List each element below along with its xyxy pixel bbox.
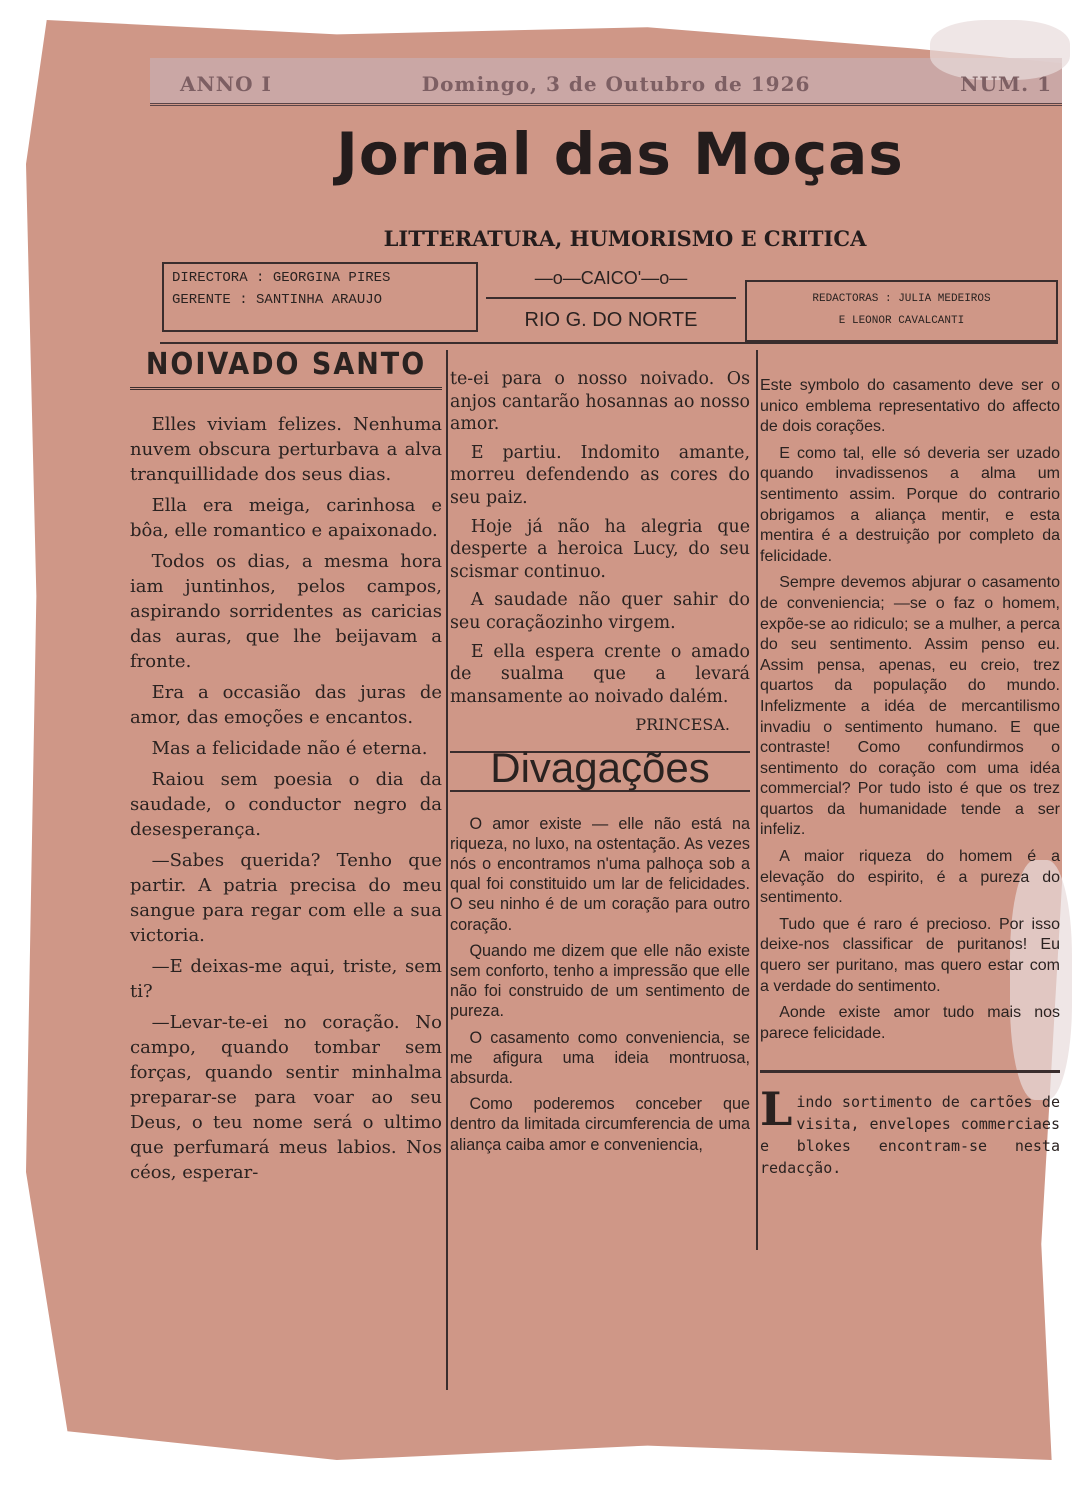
column-divider	[756, 350, 758, 1250]
paragraph: Este symbolo do casamento deve ser o unico emblema representativo do affecto de dois corações.	[760, 377, 1060, 436]
city-label: —o—CAICO'—o—	[486, 268, 736, 299]
paragraph: Hoje já não ha alegria que desperte a heroica Lucy, do seu scismar continuo.	[450, 516, 750, 582]
paragraph: —Sabes querida? Tenho que partir. A patria precisa do meu sangue para regar com elle a sua victoria.	[130, 850, 442, 946]
ad-dropcap: L	[760, 1082, 793, 1137]
article-signature: PRINCESA.	[635, 715, 730, 735]
gerente-line: GERENTE : SANTINHA ARAUJO	[172, 292, 383, 308]
column-2	[450, 368, 750, 1161]
article-title-divagacoes: Divagações	[450, 751, 750, 792]
ad-text: indo sortimento de cartões de visita, envelopes commerciaes e blokes encontram-se nesta redacção.	[760, 1093, 1060, 1178]
paragraph: Era a occasião das juras de amor, das emoções e encantos.	[130, 682, 442, 728]
paragraph: O amor existe — elle não está na riqueza, no luxo, na ostentação. As vezes nós o encontramos n'uma palhoça sob a qual foi constituido um lar de felicidades. O seu ninho é de um coração para outro coração.	[450, 814, 750, 934]
column-3	[760, 376, 1060, 1185]
column-divider	[446, 350, 448, 1390]
paragraph: Todos os dias, a mesma hora iam juntinhos, pelos campos, aspirando sorridentes as caricias das auras, que lhe beijavam a fronte.	[130, 551, 442, 672]
issue-date: Domingo, 3 de Outubro de 1926	[421, 71, 811, 96]
paragraph: Mas a felicidade não é eterna.	[151, 738, 428, 759]
state-label: RIO G. DO NORTE	[524, 309, 698, 331]
location-block	[486, 268, 736, 332]
directora-line: DIRECTORA : GEORGINA PIRES	[172, 270, 391, 286]
advertisement	[760, 1070, 1060, 1179]
paragraph: Tudo que é raro é precioso. Por isso deixe-nos classificar de puritanos! Eu quero ser puritano, mas quero estar com a verdade do sentimento.	[760, 915, 1060, 995]
article-title-noivado: NOIVADO SANTO	[130, 352, 442, 390]
newspaper-title: Jornal das Moças	[336, 120, 904, 188]
paragraph: Raiou sem poesia o dia da saudade, o conductor negro da desesperança.	[130, 769, 442, 840]
column-1	[130, 347, 442, 1191]
issue-number: NUM. 1	[960, 71, 1052, 96]
redactoras-line-1: REDACTORAS : JULIA MEDEIROS	[812, 293, 991, 305]
paragraph: A saudade não quer sahir do seu coraçãozinho virgem.	[450, 590, 750, 633]
paragraph: Quando me dizem que elle não existe sem conforto, tenho a impressão que elle não foi construido de um sentimento de pureza.	[450, 941, 750, 1021]
paragraph: E partiu. Indomito amante, morreu defendendo as cores do seu paiz.	[450, 442, 750, 508]
paragraph: Sempre devemos abjurar o casamento de conveniencia; —se o faz o homem, expõe-se ao ridiculo; se a mulher, a perca do seu sentimento. Assim penso eu. Assim pensa, apenas, eu creio, trez quartos da população do mundo. Infelizmente a idéa de mercantilismo invadiu o sentimento humano. E que contraste! Como confundirmos o sentimento do coração com uma idéa commercial? Por tudo isto é que os trez quartos da humanidade tende a ser infeliz.	[760, 574, 1060, 839]
paragraph: Aonde existe amor tudo mais nos parece felicidade.	[760, 1004, 1060, 1042]
paragraph: Como poderemos conceber que dentro da limitada circumferencia de uma aliança caiba amor e conveniencia,	[450, 1095, 750, 1154]
redactoras-line-2: E LEONOR CAVALCANTI	[838, 315, 965, 327]
paragraph: Elles viviam felizes. Nenhuma nuvem obscura perturbava a alva tranquillidade dos seus dias.	[130, 414, 442, 485]
paragraph: —E deixas-me aqui, triste, sem ti?	[130, 956, 442, 1002]
editors-box	[745, 280, 1058, 342]
newspaper-subtitle: LITTERATURA, HUMORISMO E CRITICA	[383, 226, 867, 251]
year-label: ANNO I	[180, 71, 272, 96]
paragraph: —Levar-te-ei no coração. No campo, quando tombar sem forças, quando sentir minhalma preparar-se para voar ao seu Deus, o teu nome será o ultimo que perfumará meus labios. Nos céos, esperar-	[130, 1012, 442, 1183]
paragraph: A maior riqueza do homem é a elevação do espirito, é a pureza do sentimento.	[760, 848, 1060, 907]
paragraph: te-ei para o nosso noivado. Os anjos cantarão hosannas ao nosso amor.	[450, 369, 750, 435]
paragraph: O casamento como conveniencia, se me afigura uma ideia montruosa, absurda.	[450, 1028, 750, 1087]
paragraph: Ella era meiga, carinhosa e bôa, elle romantico e apaixonado.	[130, 495, 442, 541]
dateline	[150, 64, 1062, 106]
paragraph: E ella espera crente o amado de sualma que a levará mansamente ao noivado dalém.	[450, 641, 750, 707]
header-divider	[160, 342, 1058, 344]
staff-box	[162, 262, 478, 332]
paragraph: E como tal, elle só deveria ser uzado quando invadissenos a alma um sentimento assim. Porque do contrario obrigamos a aliança mentir, e esta mentira é a destruição por completo da felicidade.	[760, 444, 1060, 565]
